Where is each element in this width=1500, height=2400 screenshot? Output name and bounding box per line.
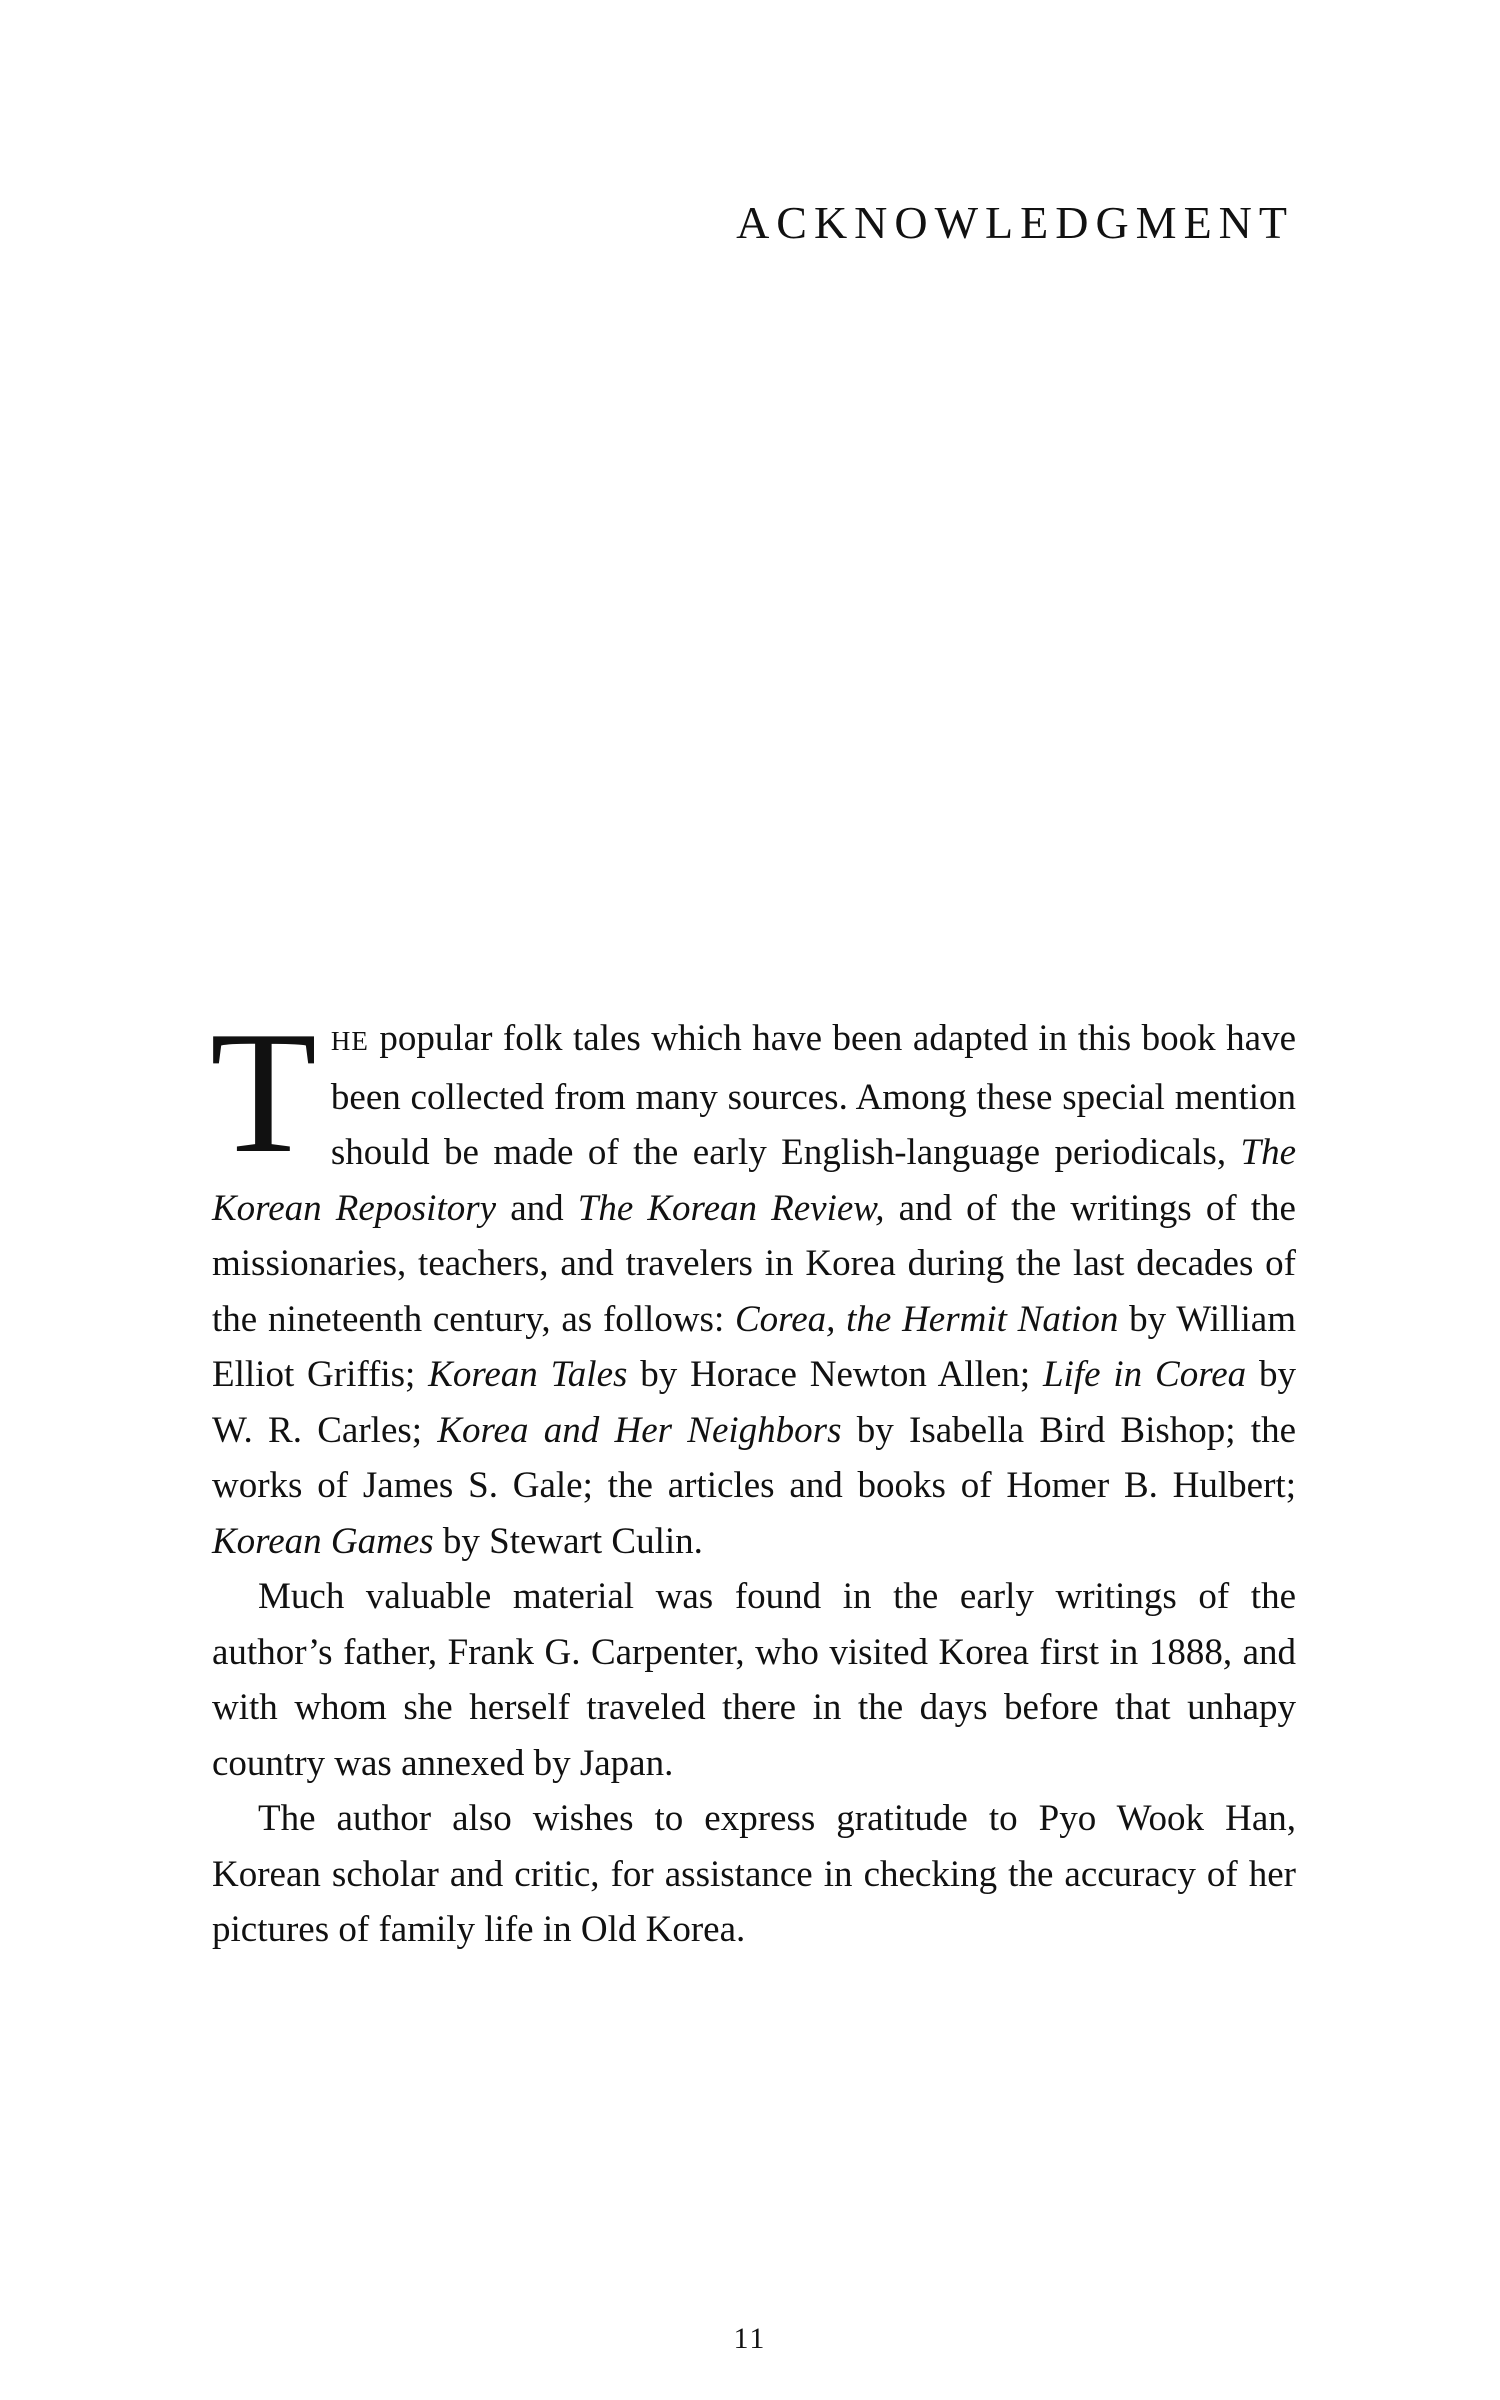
paragraph-gratitude: The author also wishes to express gratitude to Pyo Wook Han, Korean scholar and critic, for assistance in checking the accuracy of her pictures of family life in Old Korea. <box>212 1798 1296 1950</box>
page-number: 11 <box>733 2322 767 2355</box>
paragraph-sources <box>210 995 1297 1569</box>
paragraph-text: and of the writings of the missionaries, teachers, and travelers in Korea during the last decades of the nineteenth century, as follows: <box>212 1187 1296 1340</box>
book-title: Korea and Her Neighbors <box>437 1409 842 1451</box>
book-title: Corea, the Hermit Nation <box>734 1298 1119 1340</box>
book-title: Life in Corea <box>1043 1354 1247 1395</box>
body-text <box>210 995 1297 1958</box>
paragraph-father: Much valuable material was found in the early writings of the author’s father, Frank G. Carpenter, who visited Korea first in 1888, and with whom she herself traveled there in the days before that unhapy country was annexed by Japan. <box>212 1576 1296 1784</box>
paragraph-text: by William Elliot Griffis; <box>212 1298 1297 1395</box>
book-title: Korean Games <box>212 1520 434 1562</box>
opening-small-caps: HE <box>330 1026 369 1056</box>
paragraph-text: by Horace Newton Allen; <box>627 1354 1043 1395</box>
page-title: ACKNOWLEDGMENT <box>736 197 1294 248</box>
drop-cap: T <box>210 995 317 1189</box>
periodical-title: The Korean Repository <box>212 1132 1296 1229</box>
paragraph-text: popular folk tales which have been adapted in this book have been collected from many sources. Among these special mention should be made of the early English-language periodicals, <box>330 1018 1296 1173</box>
paragraph-text: and <box>496 1187 578 1229</box>
book-title: Korean Tales <box>428 1354 628 1395</box>
paragraph-text: by Isabella Bird Bishop; the works of James S. Gale; the articles and books of Homer B. Hulbert; <box>212 1409 1296 1506</box>
paragraph-text: by Stewart Culin. <box>433 1520 703 1562</box>
paragraph-text: by W. R. Carles; <box>212 1354 1296 1451</box>
periodical-title: The Korean Review, <box>577 1187 885 1229</box>
